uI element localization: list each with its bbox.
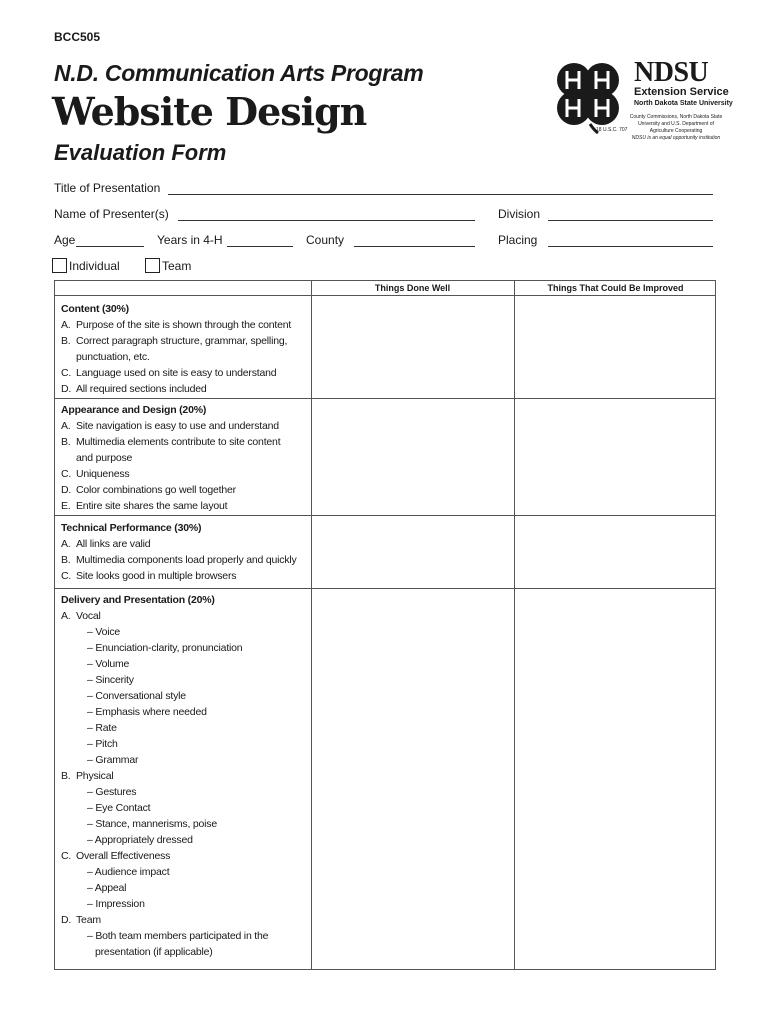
ndsu-logo [629, 57, 734, 141]
sub-criterion: – Appeal [87, 882, 127, 894]
criterion: Multimedia elements contribute to site content [76, 436, 281, 448]
years-field[interactable] [227, 235, 293, 247]
sub-criterion: – Eye Contact [87, 802, 151, 814]
sub-criterion: – Appropriately dressed [87, 834, 193, 846]
clover-logo-icon [552, 58, 624, 134]
criterion: Language used on site is easy to understand [76, 367, 277, 379]
section-heading: Appearance and Design (20%) [61, 404, 207, 416]
section-heading: Content (30%) [61, 303, 129, 315]
comment-cell-technical-well[interactable] [312, 516, 514, 588]
criterion: Correct paragraph structure, grammar, spelling, [76, 335, 288, 347]
criterion: Color combinations go well together [76, 484, 236, 496]
county-label: County [306, 233, 345, 247]
comment-cell-content-improve[interactable] [515, 296, 715, 398]
sub-criterion: – Enunciation-clarity, pronunciation [87, 642, 243, 654]
comment-cell-appearance-improve[interactable] [515, 399, 715, 515]
team-label: Team [162, 259, 192, 273]
sub-criterion: – Voice [87, 626, 121, 638]
criterion: Site looks good in multiple browsers [76, 570, 237, 582]
sub-criterion: – Emphasis where needed [87, 706, 207, 718]
criterion: All links are valid [76, 538, 151, 550]
criterion-continued: punctuation, etc. [76, 351, 150, 363]
individual-checkbox[interactable] [52, 258, 67, 273]
ndsu-eeo: NDSU is an equal opportunity institution [631, 135, 721, 141]
clover-law-text: 18 U.S.C. 707 [596, 127, 628, 133]
ndsu-cooperating: County Commissions, North Dakota State University and U.S. Department of Agriculture Cooperating [629, 114, 723, 134]
age-label: Age [54, 233, 76, 247]
criterion: Uniqueness [76, 468, 130, 480]
placing-field[interactable] [548, 235, 713, 247]
sub-criterion: – Impression [87, 898, 145, 910]
comment-cell-content-well[interactable] [312, 296, 514, 398]
section-content: Content (30%) A. Purpose of the site is shown through the content B. Correct paragraph structure, grammar, spelling, punctuation, etc. C. Language used on site is easy to understand D. All required sections included [61, 301, 306, 397]
criterion: Site navigation is easy to use and understand [76, 420, 279, 432]
program-title: N.D. Communication Arts Program [54, 60, 424, 86]
ndsu-university: North Dakota State University [634, 100, 733, 107]
sub-criterion: – Gestures [87, 786, 137, 798]
criterion: All required sections included [76, 383, 207, 395]
sub-criterion: – Volume [87, 658, 130, 670]
criterion: Overall Effectiveness [76, 850, 171, 862]
form-code: BCC505 [54, 30, 101, 44]
sub-criterion: – Both team members participated in the [87, 930, 269, 942]
comment-cell-technical-improve[interactable] [515, 516, 715, 588]
sub-criterion: – Sincerity [87, 674, 134, 686]
criterion: Entire site shares the same layout [76, 500, 228, 512]
section-appearance: Appearance and Design (20%) A. Site navigation is easy to use and understand B. Multimedia elements contribute to site content and purpose C. Uniqueness D. Color combinations go well together E. Entire site shares the same layout [61, 402, 306, 514]
criterion: Multimedia components load properly and quickly [76, 554, 297, 566]
criterion: Physical [76, 770, 114, 782]
criterion-continued: and purpose [76, 452, 133, 464]
evaluation-table [54, 280, 716, 970]
sub-criterion: – Audience impact [87, 866, 170, 878]
criterion: Team [76, 914, 101, 926]
placing-label: Placing [498, 233, 538, 247]
sub-criterion: – Pitch [87, 738, 118, 750]
criterion: Purpose of the site is shown through the content [76, 319, 292, 331]
age-field[interactable] [76, 235, 144, 247]
comment-cell-appearance-well[interactable] [312, 399, 514, 515]
section-delivery: Delivery and Presentation (20%) A. Vocal – Voice – Enunciation-clarity, pronunciation – Volume – Sincerity – Conversational style – Emphasis where needed – Rate – Pitch – Grammar B. Physical – Gestures – Eye Contact – Stance, mannerisms, poise – Appropriately dressed C. Overall Effectiveness – Audience impact – Appeal – Impression D. Team – Both team members participated in the presentation (if applicable) [61, 592, 306, 960]
section-heading: Delivery and Presentation (20%) [61, 594, 215, 606]
sub-criterion: – Conversational style [87, 690, 186, 702]
page-title: Website Design [52, 89, 367, 134]
col-things-improved: Things That Could Be Improved [547, 283, 684, 293]
sub-criterion-continued: presentation (if applicable) [95, 946, 213, 958]
title-label: Title of Presentation [54, 181, 161, 195]
title-field[interactable] [168, 183, 713, 195]
county-field[interactable] [354, 235, 475, 247]
col-things-done-well: Things Done Well [374, 283, 451, 293]
years-label: Years in 4-H [157, 233, 223, 247]
ndsu-extension: Extension Service [634, 86, 729, 98]
sub-criterion: – Grammar [87, 754, 139, 766]
team-checkbox[interactable] [145, 258, 160, 273]
presenter-label: Name of Presenter(s) [54, 207, 169, 221]
comment-cell-delivery-improve[interactable] [515, 589, 715, 969]
division-field[interactable] [548, 209, 713, 221]
section-heading: Technical Performance (30%) [61, 522, 202, 534]
criterion: Vocal [76, 610, 101, 622]
comment-cell-delivery-well[interactable] [312, 589, 514, 969]
form-subtitle: Evaluation Form [54, 140, 227, 165]
division-label: Division [498, 207, 541, 221]
sub-criterion: – Stance, mannerisms, poise [87, 818, 217, 830]
sub-criterion: – Rate [87, 722, 117, 734]
ndsu-wordmark: NDSU [634, 57, 709, 88]
individual-label: Individual [69, 259, 120, 273]
section-technical: Technical Performance (30%) A. All links are valid B. Multimedia components load properly and quickly C. Site looks good in multiple browsers [61, 520, 306, 584]
presenter-field[interactable] [178, 209, 475, 221]
